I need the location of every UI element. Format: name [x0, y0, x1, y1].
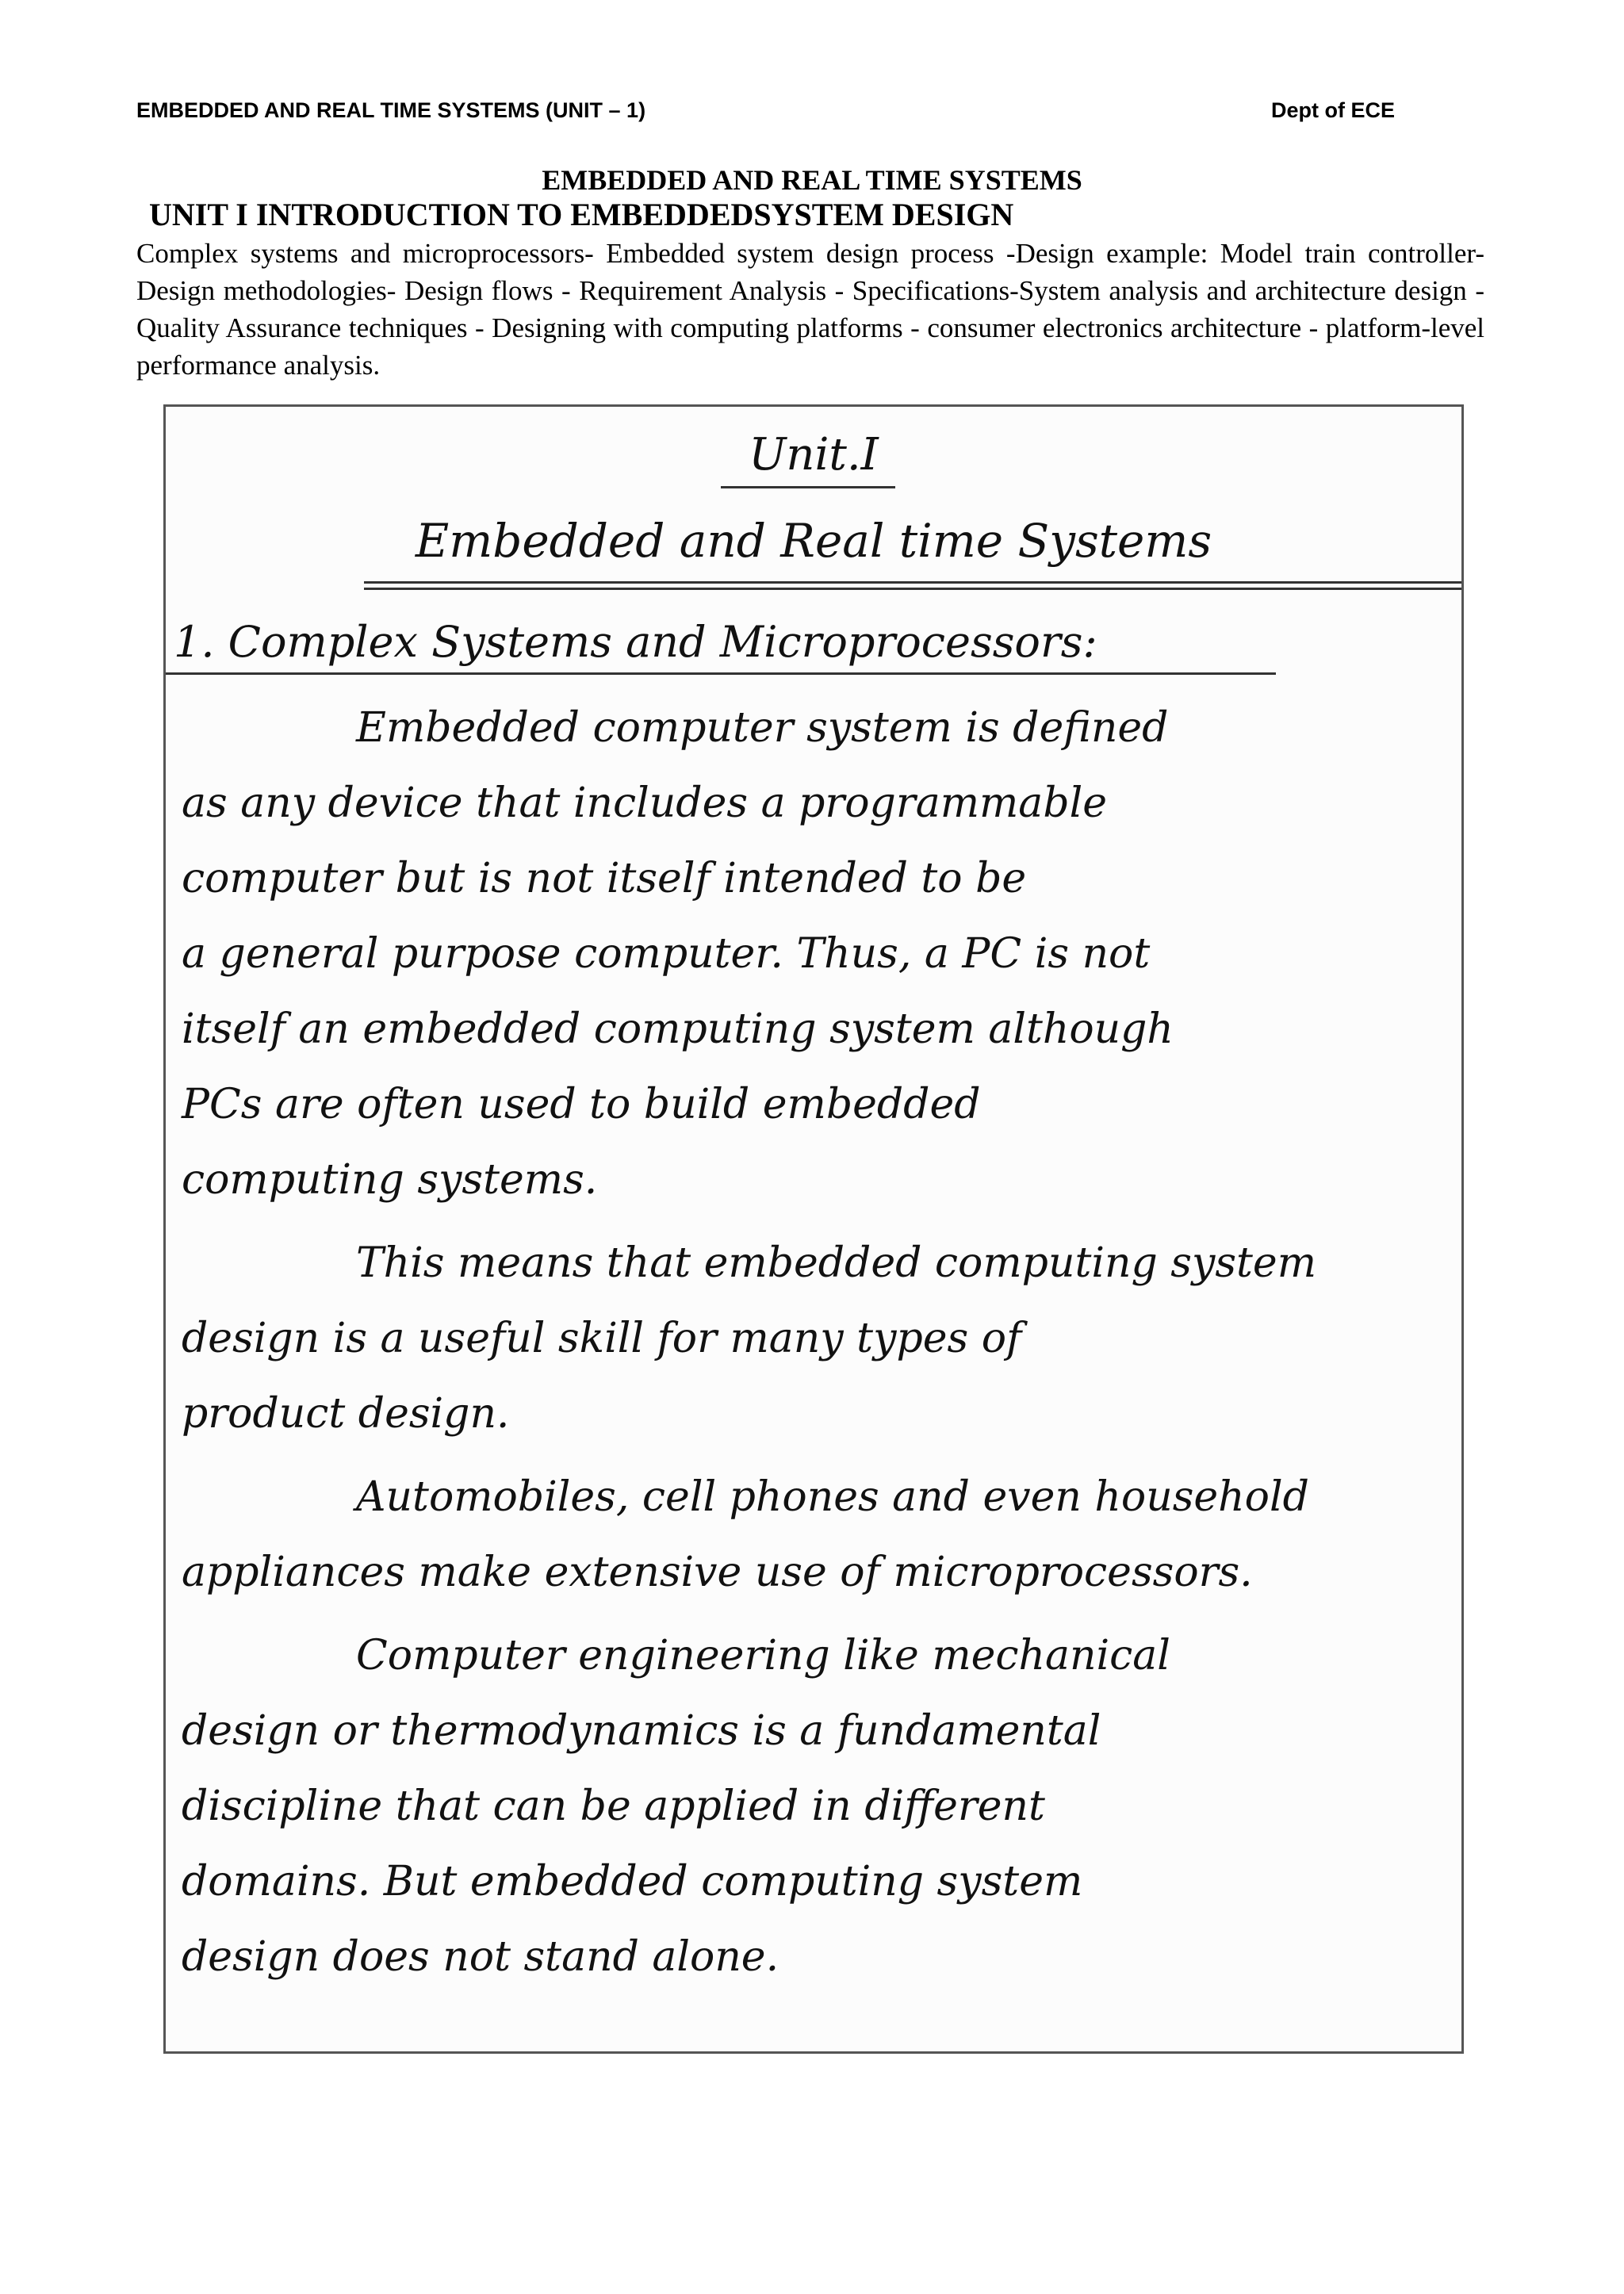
notes-line: This means that embedded computing system [356, 1239, 1317, 1287]
notes-line: Computer engineering like mechanical [356, 1632, 1170, 1679]
document-title: EMBEDDED AND REAL TIME SYSTEMS [542, 164, 1082, 196]
notes-line: itself an embedded computing system although [182, 1005, 1174, 1053]
subject-underline-second [364, 588, 1464, 590]
syllabus-paragraph: Complex systems and microprocessors- Embedded system design process -Design example: Model train controller- Design methodologies- Design flows - Requirement Analysis - Specifications-System analysis and architecture design - Quality Assurance techniques - Designing with computing platforms - consumer electronics architecture - platform-level performance analysis. [136, 238, 1484, 381]
section-underline [166, 672, 1276, 675]
notes-line: appliances make extensive use of microprocessors. [182, 1549, 1253, 1596]
notes-line: discipline that can be applied in different [182, 1783, 1045, 1830]
heading-underline [721, 486, 895, 488]
notes-line: Embedded computer system is defined [356, 704, 1169, 752]
handwritten-notes-image [163, 404, 1464, 2054]
notes-heading-subject: Embedded and Real time Systems [415, 514, 1212, 568]
running-header-dept: Dept of ECE [1271, 98, 1396, 122]
notes-line: computer but is not itself intended to be [182, 855, 1027, 902]
notes-line: design does not stand alone. [182, 1933, 779, 1981]
running-header-title: EMBEDDED AND REAL TIME SYSTEMS (UNIT – 1) [136, 98, 646, 122]
notes-line: a general purpose computer. Thus, a PC is not [182, 930, 1151, 978]
notes-line: design is a useful skill for many types of [182, 1315, 1022, 1362]
notes-line: as any device that includes a programmable [182, 779, 1108, 827]
notes-line: product design. [182, 1390, 510, 1438]
notes-line: computing systems. [182, 1156, 598, 1204]
notes-line: PCs are often used to build embedded [182, 1081, 981, 1128]
unit-title: UNIT I INTRODUCTION TO EMBEDDEDSYSTEM DESIGN [149, 197, 1014, 232]
notes-line: Automobiles, cell phones and even household [356, 1473, 1309, 1521]
notes-section-heading: 1. Complex Systems and Microprocessors: [174, 617, 1097, 667]
notes-heading-unit: Unit.I [749, 429, 879, 481]
subject-underline [364, 581, 1464, 584]
notes-line: design or thermodynamics is a fundamental [182, 1707, 1101, 1755]
notes-line: domains. But embedded computing system [182, 1858, 1083, 1905]
